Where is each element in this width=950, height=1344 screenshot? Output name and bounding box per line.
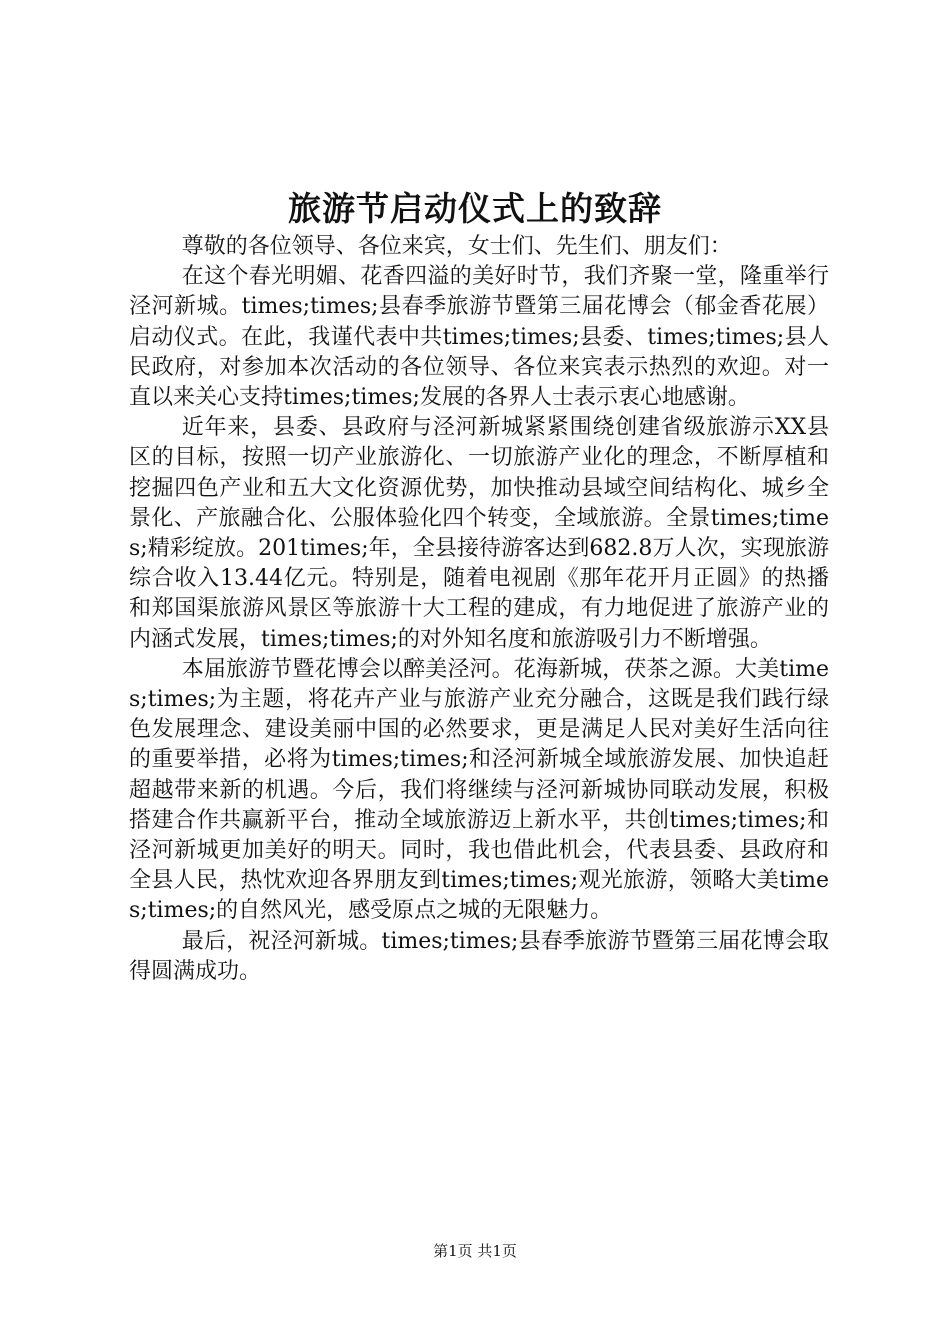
page-number-footer: 第1页 共1页 [433,1242,517,1260]
paragraph-achievements: 近年来，县委、县政府与泾河新城紧紧围绕创建省级旅游示XX县区的目标，按照一切产业旅游化、一切旅游产业化的理念，不断厚植和挖掘四色产业和五大文化资源优势，加快推动县域空间结构化、城乡全景化、产旅融合化、公服体验化四个转变，全域旅游。全景times;times;精彩绽放。201times;年，全县接待游客达到682.8万人次，实现旅游综合收入13.44亿元。特别是，随着电视剧《那年花开月正圆》的热播和郑国渠旅游风景区等旅游十大工程的建成，有力地促进了旅游产业的内涵式发展，times;times;的对外知名度和旅游吸引力不断增强。 [129,415,829,652]
document-body [129,232,829,987]
paragraph-closing: 最后，祝泾河新城。times;times;县春季旅游节暨第三届花博会取得圆满成功。 [129,928,829,984]
paragraph-welcome: 在这个春光明媚、花香四溢的美好时节，我们齐聚一堂，隆重举行泾河新城。times;times;县春季旅游节暨第三届花博会（郁金香花展）启动仪式。在此，我谨代表中共times;times;县委、times;times;县人民政府，对参加本次活动的各位领导、各位来宾表示热烈的欢迎。对一直以来关心支持times;times;发展的各界人士表示衷心地感谢。 [129,264,829,411]
paragraph-salutation: 尊敬的各位领导、各位来宾，女士们、先生们、朋友们： [181,234,732,259]
paragraph-theme: 本届旅游节暨花博会以醉美泾河。花海新城，茯茶之源。大美times;times;为主题，将花卉产业与旅游产业充分融合，这既是我们践行绿色发展理念、建设美丽中国的必然要求，更是满足人民对美好生活向往的重要举措，必将为times;times;和泾河新城全域旅游发展、加快追赶超越带来新的机遇。今后，我们将继续与泾河新城协同联动发展，积极搭建合作共赢新平台，推动全域旅游迈上新水平，共创times;times;和泾河新城更加美好的明天。同时，我也借此机会，代表县委、县政府和全县人民，热忱欢迎各界朋友到times;times;观光旅游，领略大美times;times;的自然风光，感受原点之城的无限魅力。 [129,656,829,924]
document-title: 旅游节启动仪式上的致辞 [288,189,662,228]
